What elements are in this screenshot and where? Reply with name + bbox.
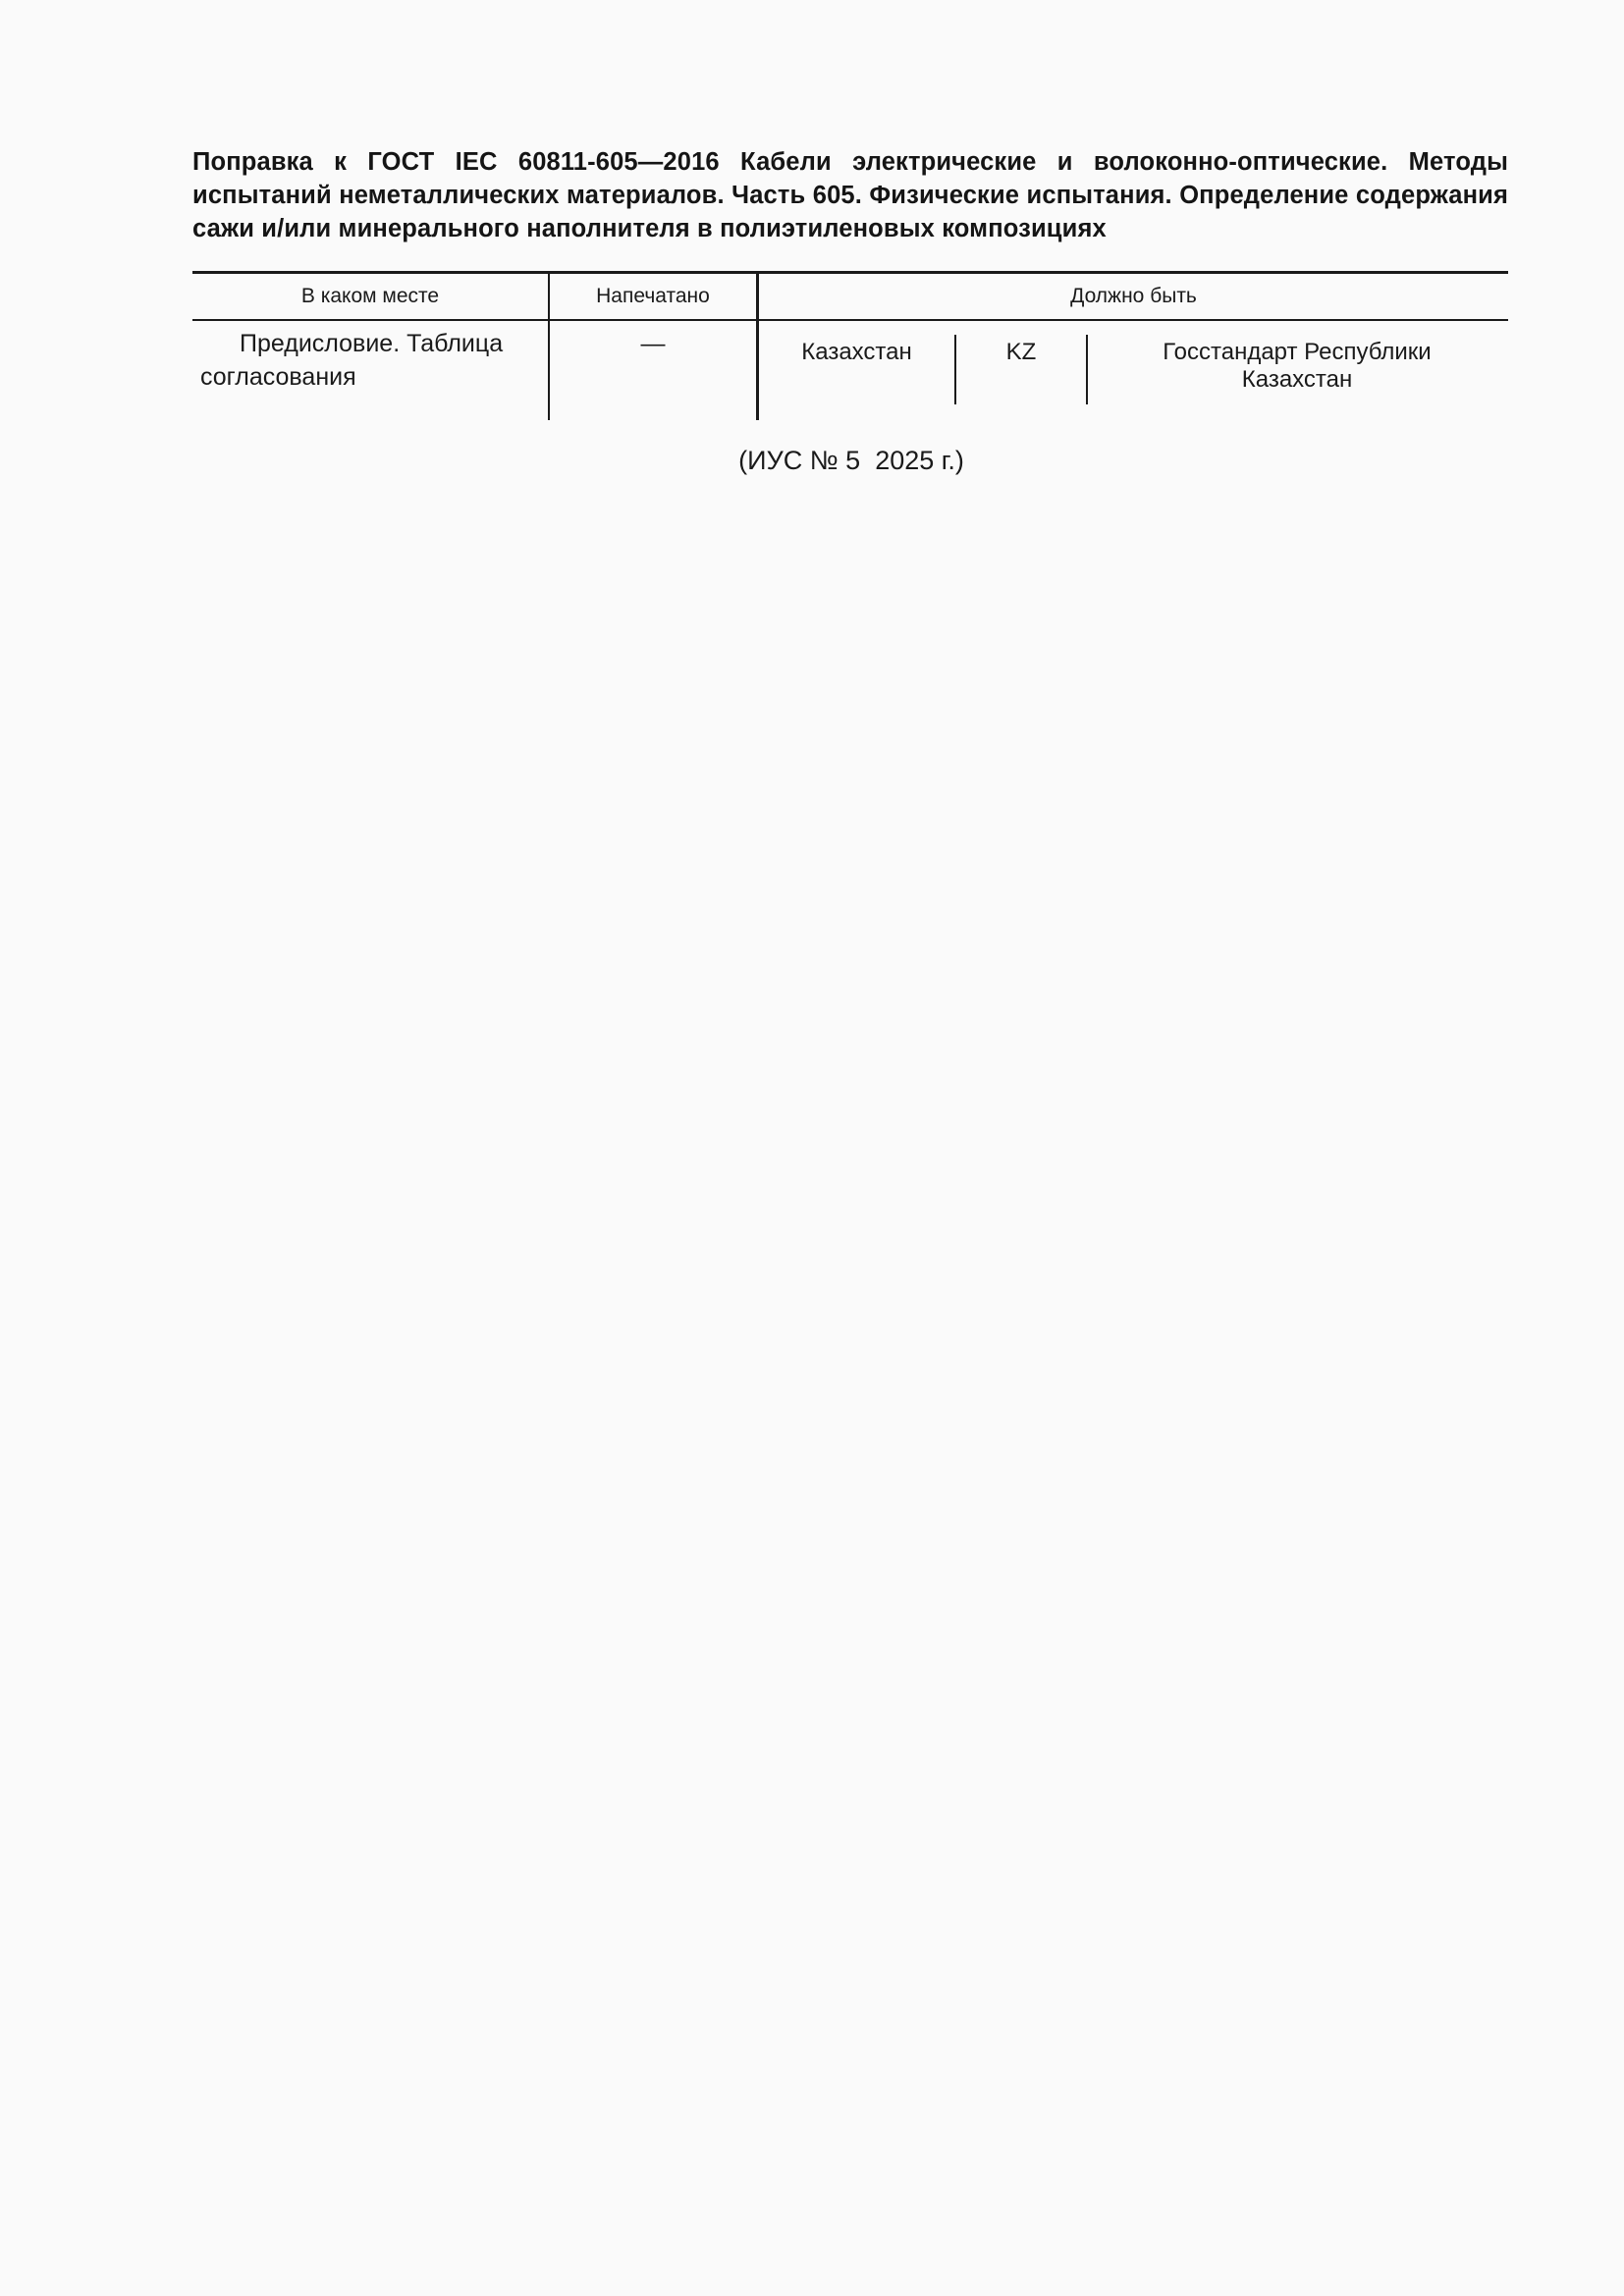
publication-note: (ИУС № 5 2025 г.) [738,446,964,475]
subcolumn-divider-2 [1086,335,1088,404]
table-header-rule [192,319,1508,321]
header-should-be: Должно быть [1070,285,1197,307]
cell-where: Предисловие. Таблица согласования [200,330,504,391]
cell-country: Казахстан [801,339,912,365]
cell-agency: Госстандарт Республики Казахстан [1163,339,1432,393]
header-where: В каком месте [300,285,440,307]
cell-printed: — [640,330,666,357]
cell-country-code: KZ [1005,339,1037,365]
header-printed: Напечатано [596,285,710,307]
correction-table [192,271,1508,420]
document-title: Поправка к ГОСТ IEC 60811-605—2016 Кабели электрические и волоконно-оптические. Методы испытаний неметаллических материалов. Часть 605. Физические испытания. Определение содержания сажи и/или минерального наполнителя в полиэтиленовых композициях [192,148,1508,242]
